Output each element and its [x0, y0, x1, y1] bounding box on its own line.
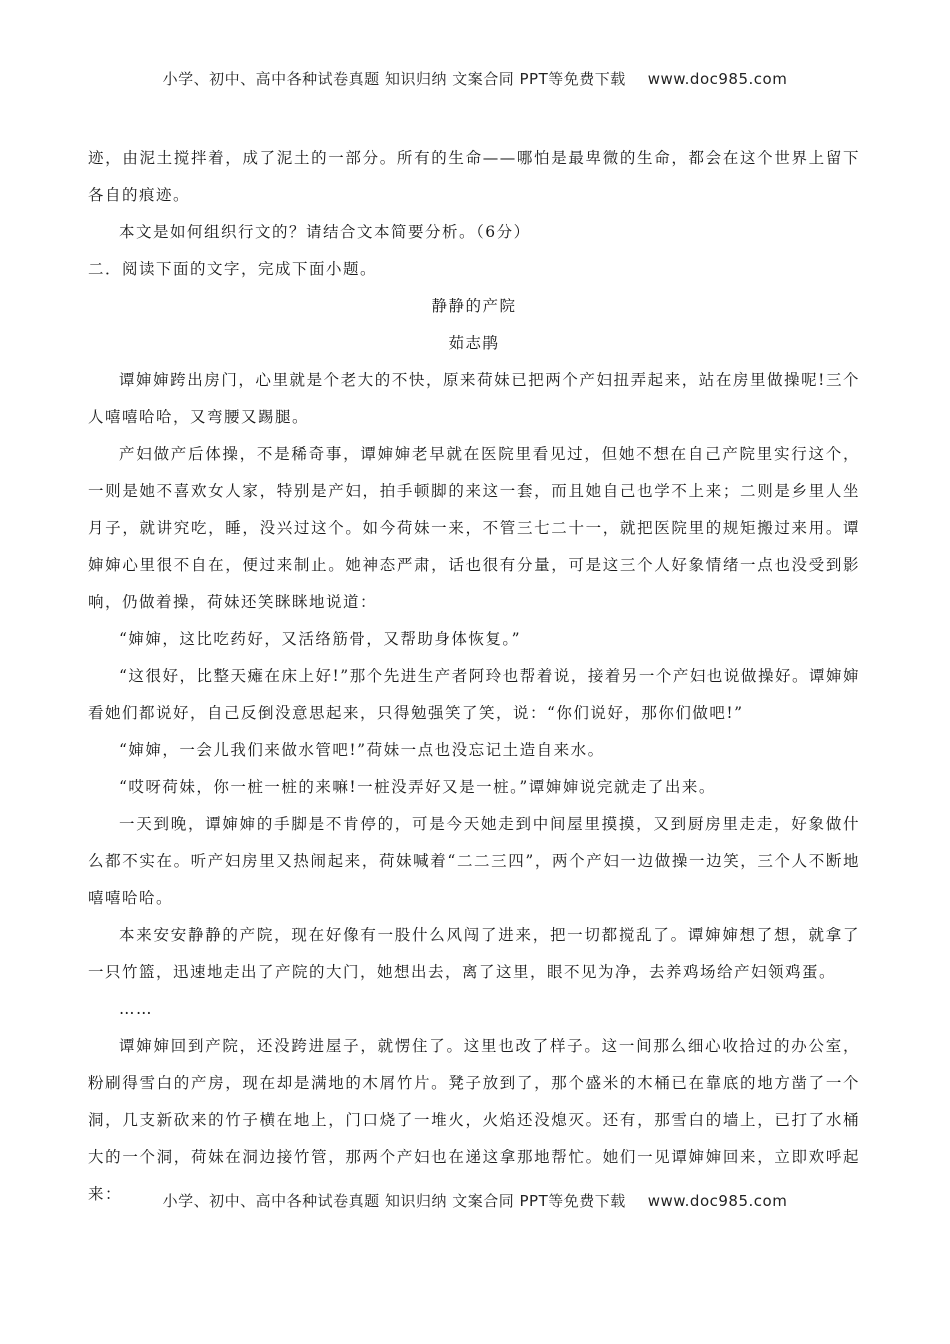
article-title: 静静的产院 — [431, 297, 517, 315]
paragraph: 谭婶婶回到产院，还没跨进屋子，就愣住了。这里也改了样子。这一间那么细心收拾过的办公室，粉刷得雪白的产房，现在却是满地的木屑竹片。凳子放到了，那个盛米的木桶已在靠底的地方凿了一个洞，几支新砍来的竹子横在地上，门口烧了一堆火，火焰还没熄灭。还有，那雪白的墙上，已打了水桶大的一个洞，荷妹在洞边接竹管，那两个产妇也在递这拿那地帮忙。她们一见谭婶婶回来，立即欢呼起来： — [88, 1037, 860, 1203]
paragraph: “婶婶，这比吃药好，又活络筋骨，又帮助身体恢复。” — [119, 630, 522, 648]
article-author: 茹志鹃 — [448, 334, 500, 352]
paragraph: “这很好，比整天瘫在床上好!”那个先进生产者阿玲也帮着说，接着另一个产妇也说做操好。谭婶婶看她们都说好，自己反倒没意思起来，只得勉强笑了笑，说：“你们说好，那你们做吧!” — [88, 667, 860, 722]
page-header — [0, 68, 950, 89]
header-site-link[interactable]: www.doc985.com — [647, 70, 788, 88]
paragraph: 本来安安静静的产院，现在好像有一股什么风闯了进来，把一切都搅乱了。谭婶婶想了想，就拿了一只竹篮，迅速地走出了产院的大门，她想出去，离了这里，眼不见为净，去养鸡场给产妇领鸡蛋。 — [88, 926, 860, 981]
continuation-paragraph: 迹，由泥土搅拌着，成了泥土的一部分。所有的生命——哪怕是最卑微的生命，都会在这个世界上留下各自的痕迹。 — [88, 149, 860, 204]
ellipsis-line: …… — [119, 1000, 153, 1018]
header-text: 小学、初中、高中各种试卷真题 知识归纳 文案合同 PPT等免费下载 — [162, 70, 626, 88]
paragraph: “哎呀荷妹，你一桩一桩的来嘛!一桩没弄好又是一桩。”谭婶婶说完就走了出来。 — [119, 778, 716, 796]
footer-site-link[interactable]: www.doc985.com — [647, 1192, 788, 1210]
paragraph: 一天到晚，谭婶婶的手脚是不肯停的，可是今天她走到中间屋里摸摸，又到厨房里走走，好象做什么都不实在。听产妇房里又热闹起来，荷妹喊着“二二三四”，两个产妇一边做操一边笑，三个人不断地嘻嘻哈哈。 — [88, 815, 860, 907]
question-text: 本文是如何组织行文的？请结合文本简要分析。（6分） — [119, 223, 531, 241]
page-footer — [0, 1190, 950, 1211]
document-body — [88, 140, 860, 1213]
footer-text: 小学、初中、高中各种试卷真题 知识归纳 文案合同 PPT等免费下载 — [162, 1192, 626, 1210]
paragraph: “婶婶，一会儿我们来做水管吧!”荷妹一点也没忘记土造自来水。 — [119, 741, 605, 759]
paragraph: 产妇做产后体操，不是稀奇事，谭婶婶老早就在医院里看见过，但她不想在自己产院里实行这个，一则是她不喜欢女人家，特别是产妇，拍手顿脚的来这一套，而且她自己也学不上来；二则是乡里人坐月子，就讲究吃，睡，没兴过这个。如今荷妹一来，不管三七二十一，就把医院里的规矩搬过来用。谭婶婶心里很不自在，便过来制止。她神态严肃，话也很有分量，可是这三个人好象情绪一点也没受到影响，仍做着操，荷妹还笑眯眯地说道： — [88, 445, 860, 611]
section-heading: 二．阅读下面的文字，完成下面小题。 — [88, 260, 378, 278]
paragraph: 谭婶婶跨出房门，心里就是个老大的不快，原来荷妹已把两个产妇扭弄起来，站在房里做操呢!三个人嘻嘻哈哈，又弯腰又踢腿。 — [88, 371, 860, 426]
